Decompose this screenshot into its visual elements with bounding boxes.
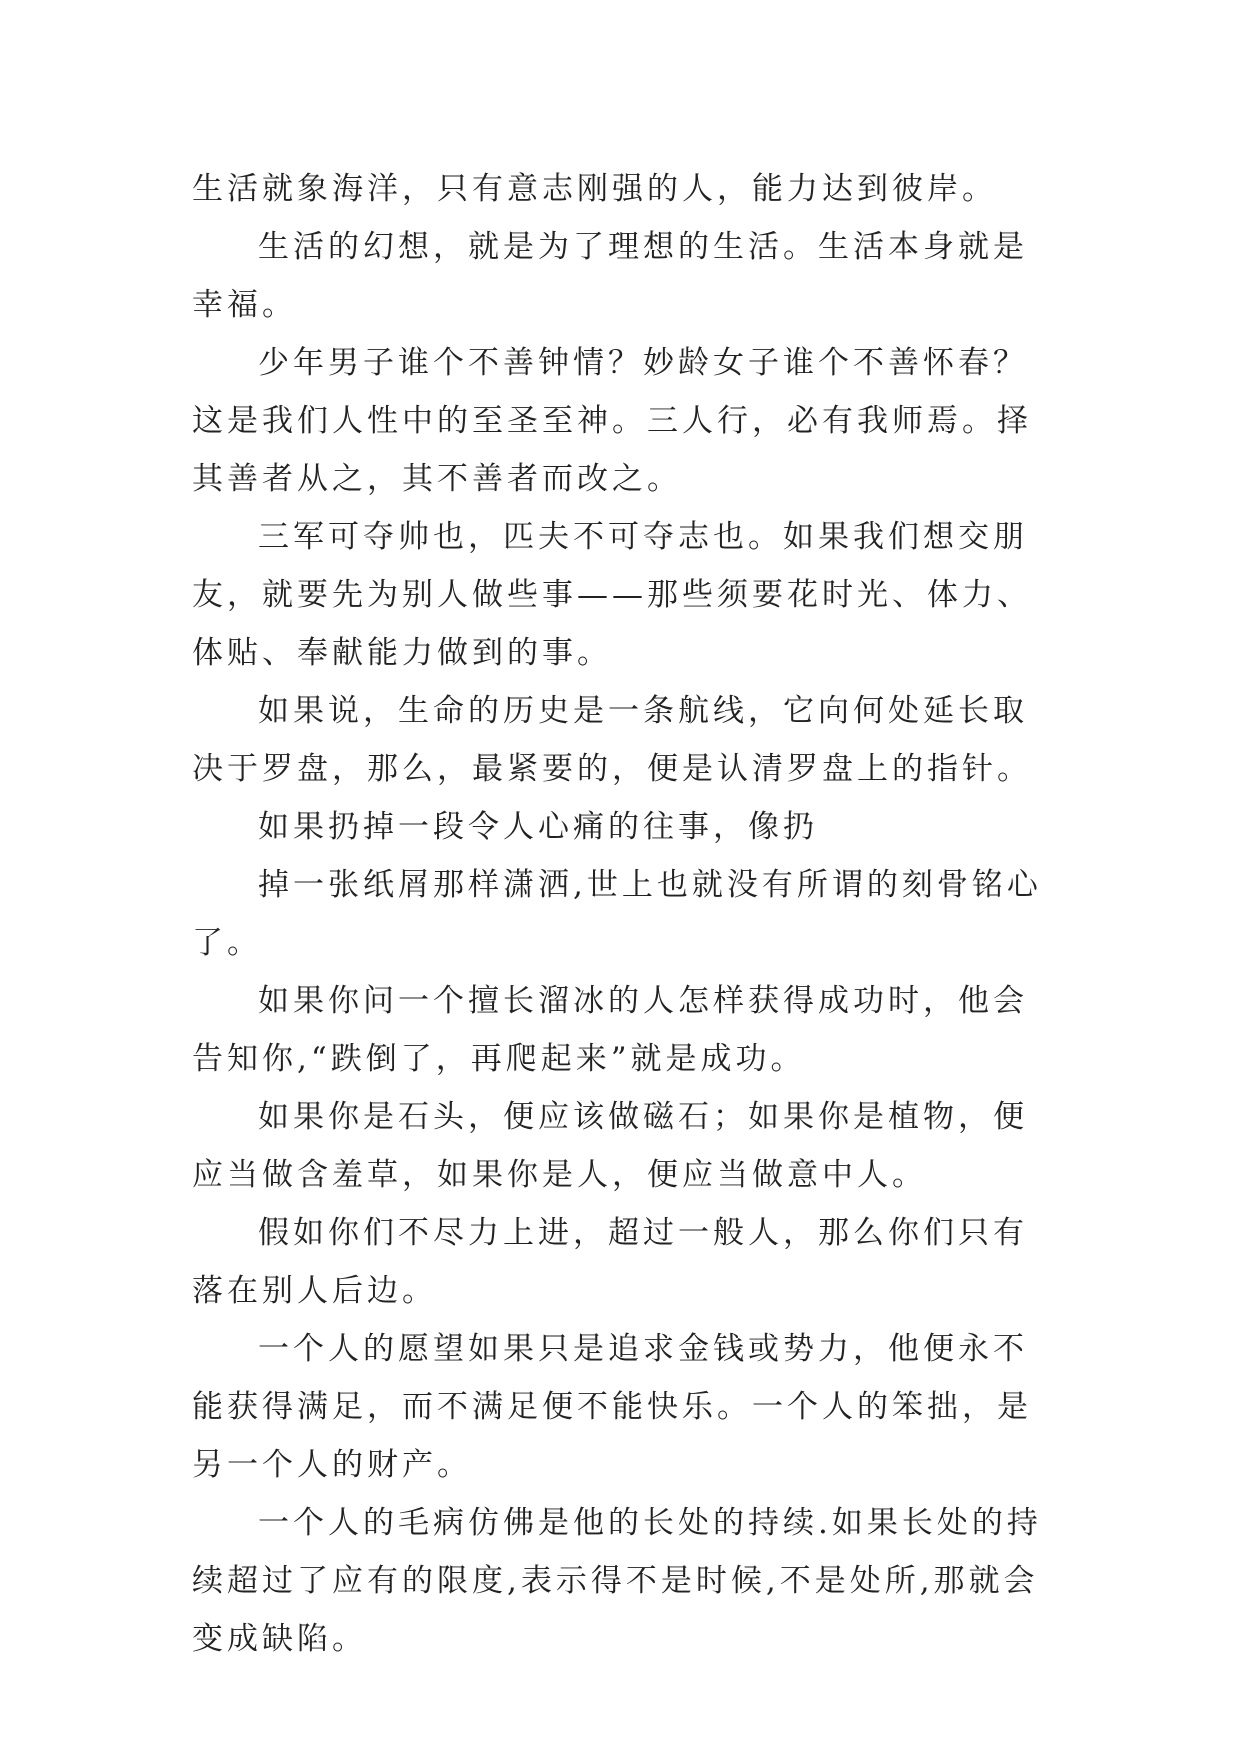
paragraph-5: 如果说，生命的历史是一条航线，它向何处延长取决于罗盘，那么，最紧要的，便是认清罗盘上的指针。 xyxy=(192,693,1032,787)
paragraph-2: 生活的幻想，就是为了理想的生活。生活本身就是幸福。 xyxy=(192,229,1028,323)
paragraph-3: 少年男子谁个不善钟情？妙龄女子谁个不善怀春？这是我们人性中的至圣至神。三人行，必有我师焉。择其善者从之，其不善者而改之。 xyxy=(192,345,1032,497)
paragraph-8: 如果你问一个擅长溜冰的人怎样获得成功时，他会告知你,“跌倒了，再爬起来”就是成功。 xyxy=(192,983,1028,1077)
paragraph-11: 一个人的愿望如果只是追求金钱或势力，他便永不能获得满足，而不满足便不能快乐。一个人的笨拙，是另一个人的财产。 xyxy=(192,1331,1032,1483)
body-text xyxy=(192,160,1052,1668)
paragraph-4: 三军可夺帅也，匹夫不可夺志也。如果我们想交朋友，就要先为别人做些事——那些须要花时光、体力、体贴、奉献能力做到的事。 xyxy=(192,519,1032,671)
paragraph-7: 掉一张纸屑那样潇洒,世上也就没有所谓的刻骨铭心了。 xyxy=(192,867,1042,961)
paragraph-12: 一个人的毛病仿佛是他的长处的持续.如果长处的持续超过了应有的限度,表示得不是时候,不是处所,那就会变成缺陷。 xyxy=(192,1505,1042,1657)
paragraph-1: 生活就象海洋，只有意志刚强的人，能力达到彼岸。 xyxy=(192,171,997,207)
paragraph-6: 如果扔掉一段令人心痛的往事，像扔 xyxy=(258,809,818,845)
paragraph-9: 如果你是石头，便应该做磁石；如果你是植物，便应当做含羞草，如果你是人，便应当做意中人。 xyxy=(192,1099,1028,1193)
paragraph-10: 假如你们不尽力上进，超过一般人，那么你们只有落在别人后边。 xyxy=(192,1215,1028,1309)
